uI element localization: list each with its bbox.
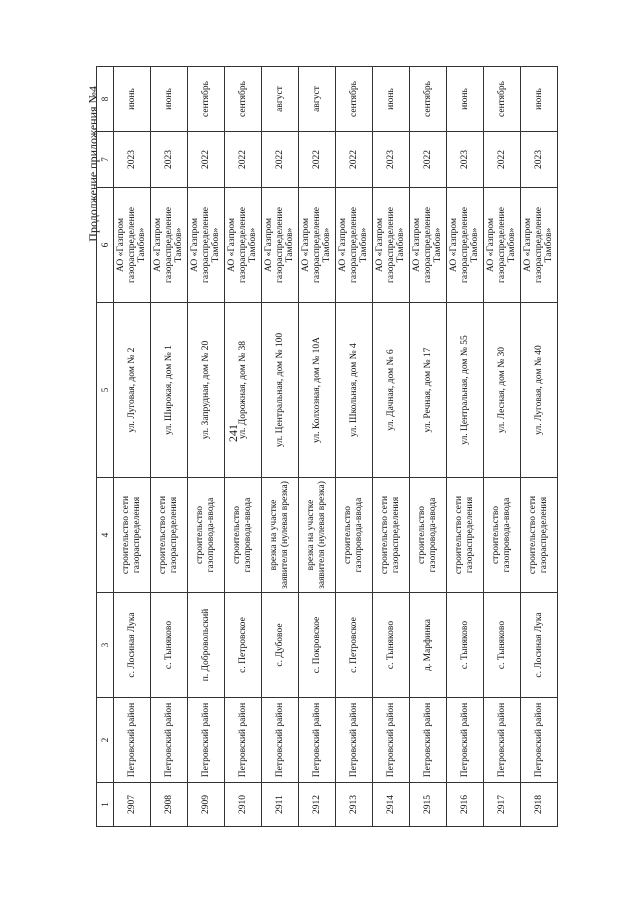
month-cell: июнь (447, 67, 484, 132)
column-header: 6 (97, 188, 114, 303)
month-cell: август (262, 67, 299, 132)
year-cell: 2022 (410, 132, 447, 188)
table-row (447, 67, 484, 827)
district-cell: Петровский район (336, 698, 373, 783)
address-cell: ул. Широкая, дом № 1 (151, 303, 188, 478)
table-row (484, 67, 521, 827)
month-cell: июнь (373, 67, 410, 132)
address-cell: ул. Школьная, дом № 4 (336, 303, 373, 478)
district-cell: Петровский район (188, 698, 225, 783)
locality-cell: с. Петровское (225, 593, 262, 698)
row-number-cell: 2907 (114, 783, 151, 827)
address-cell: ул. Дачная, дом № 6 (373, 303, 410, 478)
column-header: 1 (97, 783, 114, 827)
page-number: 241 (226, 424, 240, 442)
district-cell: Петровский район (262, 698, 299, 783)
organization-cell: АО «Газпром газораспределение Тамбов» (151, 188, 188, 303)
locality-cell: с. Покровское (299, 593, 336, 698)
locality-cell: с. Тыняково (484, 593, 521, 698)
work-type-cell: строительство газопровода-ввода (484, 478, 521, 593)
row-number-cell: 2913 (336, 783, 373, 827)
row-number-cell: 2916 (447, 783, 484, 827)
month-cell: сентябрь (484, 67, 521, 132)
year-cell: 2023 (447, 132, 484, 188)
organization-cell: АО «Газпром газораспределение Тамбов» (225, 188, 262, 303)
year-cell: 2023 (521, 132, 558, 188)
year-cell: 2022 (225, 132, 262, 188)
organization-cell: АО «Газпром газораспределение Тамбов» (521, 188, 558, 303)
address-cell: ул. Речная, дом № 17 (410, 303, 447, 478)
month-cell: сентябрь (225, 67, 262, 132)
work-type-cell: строительство газопровода-ввода (188, 478, 225, 593)
work-type-cell: строительство газопровода-ввода (410, 478, 447, 593)
organization-cell: АО «Газпром газораспределение Тамбов» (484, 188, 521, 303)
work-type-cell: строительство сети газораспределения (151, 478, 188, 593)
table-row (262, 67, 299, 827)
month-cell: июнь (114, 67, 151, 132)
district-cell: Петровский район (299, 698, 336, 783)
address-cell: ул. Центральная, дом № 55 (447, 303, 484, 478)
locality-cell: д. Марфинка (410, 593, 447, 698)
month-cell: сентябрь (188, 67, 225, 132)
organization-cell: АО «Газпром газораспределение Тамбов» (336, 188, 373, 303)
month-cell: сентябрь (336, 67, 373, 132)
address-cell: ул. Запрудная, дом № 20 (188, 303, 225, 478)
district-cell: Петровский район (225, 698, 262, 783)
organization-cell: АО «Газпром газораспределение Тамбов» (262, 188, 299, 303)
month-cell: июнь (521, 67, 558, 132)
table-row (188, 67, 225, 827)
work-type-cell: строительство газопровода-ввода (336, 478, 373, 593)
column-header: 2 (97, 698, 114, 783)
locality-cell: с. Тыняково (373, 593, 410, 698)
locality-cell: п. Добровольский (188, 593, 225, 698)
column-header: 8 (97, 67, 114, 132)
district-cell: Петровский район (410, 698, 447, 783)
work-type-cell: строительство сети газораспределения (114, 478, 151, 593)
year-cell: 2022 (299, 132, 336, 188)
year-cell: 2022 (336, 132, 373, 188)
district-cell: Петровский район (447, 698, 484, 783)
year-cell: 2022 (484, 132, 521, 188)
address-cell: ул. Дорожная, дом № 38 (225, 303, 262, 478)
organization-cell: АО «Газпром газораспределение Тамбов» (447, 188, 484, 303)
column-header: 3 (97, 593, 114, 698)
row-number-cell: 2912 (299, 783, 336, 827)
table-row (336, 67, 373, 827)
table-row (151, 67, 188, 827)
locality-cell: с. Петровское (336, 593, 373, 698)
district-cell: Петровский район (114, 698, 151, 783)
year-cell: 2023 (373, 132, 410, 188)
appendix-continuation-heading: Продолжение приложения №4 (86, 86, 100, 242)
organization-cell: АО «Газпром газораспределение Тамбов» (299, 188, 336, 303)
table-row (225, 67, 262, 827)
table-row (410, 67, 447, 827)
work-type-cell: строительство сети газораспределения (373, 478, 410, 593)
work-type-cell: врезка на участке заявителя (нулевая врезка) (299, 478, 336, 593)
work-type-cell: строительство газопровода-ввода (225, 478, 262, 593)
address-cell: ул. Колхозная, дом № 10А (299, 303, 336, 478)
column-header: 7 (97, 132, 114, 188)
row-number-cell: 2911 (262, 783, 299, 827)
locality-cell: с. Лосиная Лука (521, 593, 558, 698)
year-cell: 2022 (262, 132, 299, 188)
organization-cell: АО «Газпром газораспределение Тамбов» (188, 188, 225, 303)
year-cell: 2023 (151, 132, 188, 188)
table-row (521, 67, 558, 827)
month-cell: август (299, 67, 336, 132)
work-type-cell: врезка на участке заявителя (нулевая врезка) (262, 478, 299, 593)
work-type-cell: строительство сети газораспределения (447, 478, 484, 593)
address-cell: ул. Центральная, дом № 100 (262, 303, 299, 478)
year-cell: 2023 (114, 132, 151, 188)
work-type-cell: строительство сети газораспределения (521, 478, 558, 593)
row-number-cell: 2910 (225, 783, 262, 827)
column-header: 5 (97, 303, 114, 478)
district-cell: Петровский район (373, 698, 410, 783)
district-cell: Петровский район (151, 698, 188, 783)
district-cell: Петровский район (484, 698, 521, 783)
row-number-cell: 2917 (484, 783, 521, 827)
column-header: 4 (97, 478, 114, 593)
address-cell: ул. Луговая, дом № 2 (114, 303, 151, 478)
table-row (373, 67, 410, 827)
row-number-cell: 2908 (151, 783, 188, 827)
table-body (114, 67, 558, 827)
locality-cell: с. Тыняково (151, 593, 188, 698)
row-number-cell: 2915 (410, 783, 447, 827)
organization-cell: АО «Газпром газораспределение Тамбов» (114, 188, 151, 303)
organization-cell: АО «Газпром газораспределение Тамбов» (373, 188, 410, 303)
row-number-cell: 2909 (188, 783, 225, 827)
locality-cell: с. Тыняково (447, 593, 484, 698)
month-cell: сентябрь (410, 67, 447, 132)
column-number-row (97, 67, 114, 827)
month-cell: июнь (151, 67, 188, 132)
locality-cell: с. Дубовое (262, 593, 299, 698)
table-row (299, 67, 336, 827)
row-number-cell: 2918 (521, 783, 558, 827)
row-number-cell: 2914 (373, 783, 410, 827)
year-cell: 2022 (188, 132, 225, 188)
gasification-table (96, 66, 558, 827)
organization-cell: АО «Газпром газораспределение Тамбов» (410, 188, 447, 303)
table-row (114, 67, 151, 827)
locality-cell: с. Лосиная Лука (114, 593, 151, 698)
district-cell: Петровский район (521, 698, 558, 783)
address-cell: ул. Луговая, дом № 40 (521, 303, 558, 478)
address-cell: ул. Лесная, дом № 30 (484, 303, 521, 478)
